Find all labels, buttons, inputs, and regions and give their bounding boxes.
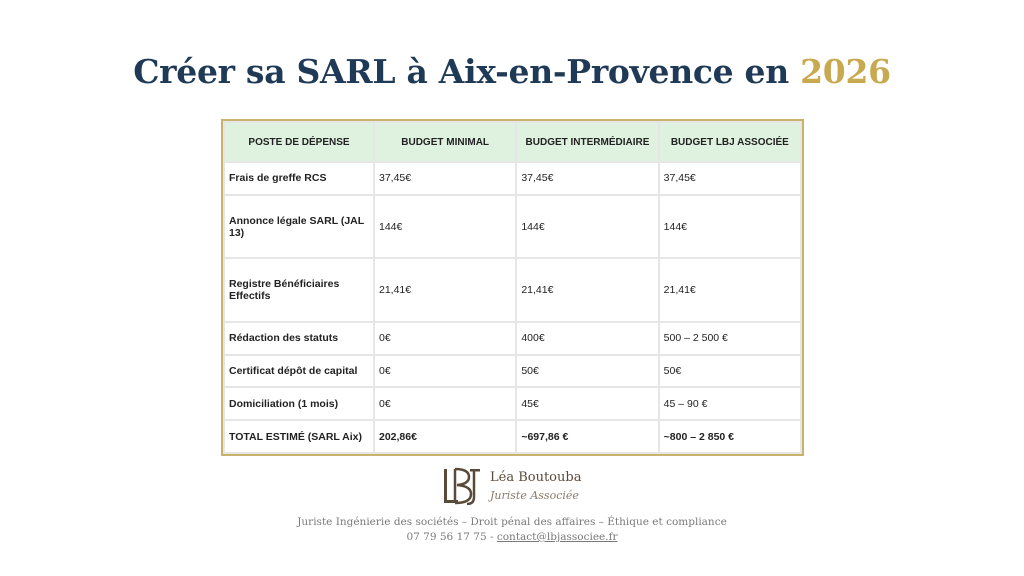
cell-lbj: 50€ (660, 356, 800, 387)
row-label: Domiciliation (1 mois) (225, 388, 373, 419)
title-year: 2026 (800, 52, 891, 91)
cell-intermediaire: 50€ (517, 356, 657, 387)
total-minimal: 202,86€ (375, 421, 515, 452)
cell-lbj: 144€ (660, 196, 800, 258)
cell-lbj: 21,41€ (660, 259, 800, 321)
lbj-monogram-icon (443, 467, 483, 505)
cell-minimal: 21,41€ (375, 259, 515, 321)
cell-intermediaire: 21,41€ (517, 259, 657, 321)
footer-name: Léa Boutouba (490, 470, 582, 485)
total-label: TOTAL ESTIMÉ (SARL Aix) (225, 421, 373, 452)
footer-phone: 07 79 56 17 75 - (406, 531, 497, 543)
cell-lbj: 45 – 90 € (660, 388, 800, 419)
cell-minimal: 144€ (375, 196, 515, 258)
footer-email-link[interactable]: contact@lbjassociee.fr (496, 531, 618, 543)
footer-tagline: Juriste Ingénierie des sociétés – Droit pénal des affaires – Éthique et compliance (297, 516, 727, 528)
budget-table-container (221, 119, 804, 456)
footer-contact (0, 531, 1024, 543)
title-text: Créer sa SARL à Aix-en-Provence en (133, 52, 801, 91)
table-row (225, 196, 800, 258)
cell-intermediaire: 144€ (517, 196, 657, 258)
total-lbj: ~800 – 2 850 € (660, 421, 800, 452)
cell-minimal: 0€ (375, 356, 515, 387)
cell-intermediaire: 400€ (517, 323, 657, 354)
cell-minimal: 37,45€ (375, 163, 515, 194)
cell-intermediaire: 37,45€ (517, 163, 657, 194)
cell-minimal: 0€ (375, 323, 515, 354)
table-row (225, 356, 800, 387)
row-label: Frais de greffe RCS (225, 163, 373, 194)
table-header-row (225, 123, 800, 161)
cell-intermediaire: 45€ (517, 388, 657, 419)
total-intermediaire: ~697,86 € (517, 421, 657, 452)
budget-table (223, 121, 802, 454)
header-poste: POSTE DE DÉPENSE (225, 123, 373, 161)
cell-lbj: 37,45€ (660, 163, 800, 194)
table-row (225, 259, 800, 321)
header-budget-lbj: BUDGET LBJ ASSOCIÉE (660, 123, 800, 161)
header-budget-intermediaire: BUDGET INTERMÉDIAIRE (517, 123, 657, 161)
cell-minimal: 0€ (375, 388, 515, 419)
row-label: Rédaction des statuts (225, 323, 373, 354)
table-row (225, 388, 800, 419)
row-label: Registre Bénéficiaires Effectifs (225, 259, 373, 321)
table-row (225, 163, 800, 194)
header-budget-minimal: BUDGET MINIMAL (375, 123, 515, 161)
table-row (225, 323, 800, 354)
page-title (0, 52, 1024, 91)
row-label: Certificat dépôt de capital (225, 356, 373, 387)
footer-role: Juriste Associée (490, 489, 579, 502)
row-label: Annonce légale SARL (JAL 13) (225, 196, 373, 258)
cell-lbj: 500 – 2 500 € (660, 323, 800, 354)
table-total-row (225, 421, 800, 452)
footer-logo-block (443, 467, 583, 507)
